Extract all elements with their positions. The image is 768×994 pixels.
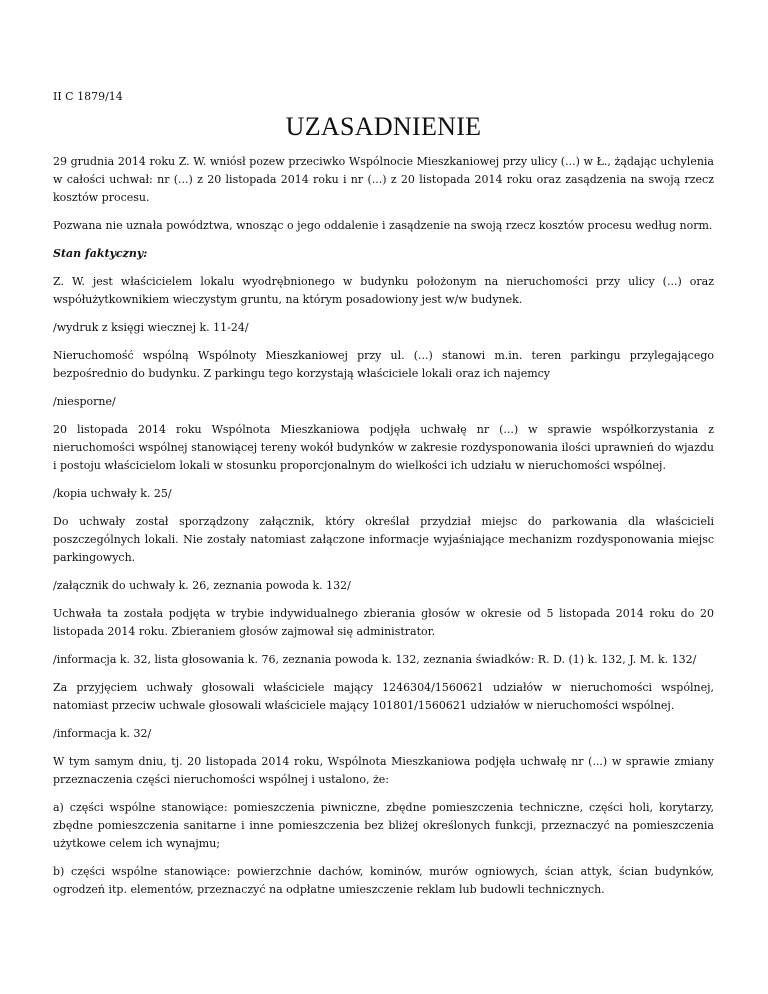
evidence-reference: /informacja k. 32/ — [53, 727, 152, 740]
paragraph-voting-mode: Uchwała ta została podjęta w trybie indywidualnego zbierania głosów w okresie od 5 listopada 2014 roku do 20 listopada 2014 roku. Zbieraniem głosów zajmował się administrator. — [53, 607, 714, 638]
evidence-reference: /informacja k. 32, lista głosowania k. 76, zeznania powoda k. 132, zeznania świadków: R. D. (1) k. 132, J. M. k. 132/ — [53, 653, 697, 666]
paragraph-defense: Pozwana nie uznała powództwa, wnosząc o jego oddalenie i zasądzenie na swoją rzecz kosztów procesu według norm. — [53, 219, 713, 232]
evidence-reference: /wydruk z księgi wiecznej k. 11-24/ — [53, 321, 249, 334]
paragraph-claim: 29 grudnia 2014 roku Z. W. wniósł pozew przeciwko Wspólnocie Mieszkaniowej przy ulicy (...) w Ł., żądając uchylenia w całości uchwał: nr (...) z 20 listopada 2014 roku i nr (...) z 20 listopada 2014 roku oraz zasądzenia na swoją rzecz kosztów procesu. — [53, 155, 714, 204]
document-page — [53, 90, 714, 909]
list-item-b: b) części wspólne stanowiące: powierzchnie dachów, kominów, murów ogniowych, ścian attyk, ścian budynków, ogrodzeń itp. elementów, przeznaczyć na odpłatne umieszczenie reklam lub budowli technicznych. — [53, 865, 714, 896]
paragraph-voting-result: Za przyjęciem uchwały głosowali właściciele mający 1246304/1560621 udziałów w nieruchomości wspólnej, natomiast przeciw uchwale głosowali właściciele mający 101801/1560621 udziałów w nieruchomości wspólnej. — [53, 681, 714, 712]
case-number: II C 1879/14 — [53, 90, 123, 103]
evidence-reference: /niesporne/ — [53, 395, 116, 408]
evidence-reference: /kopia uchwały k. 25/ — [53, 487, 172, 500]
paragraph-resolution-1: 20 listopada 2014 roku Wspólnota Mieszkaniowa podjęła uchwałę nr (...) w sprawie współkorzystania z nieruchomości wspólnej stanowiącej tereny wokół budynków w zakresie rozdysponowania ilości uprawnień do wjazdu i postoju właścicielom lokali w stosunku proporcjonalnym do wielkości ich udziału w nieruchomości wspólnej. — [53, 423, 714, 472]
paragraph-resolution-2: W tym samym dniu, tj. 20 listopada 2014 roku, Wspólnota Mieszkaniowa podjęła uchwałę nr (...) w sprawie zmiany przeznaczenia części nieruchomości wspólnej i ustalono, że: — [53, 755, 714, 786]
document-title: UZASADNIENIE — [285, 112, 482, 141]
section-heading-facts: Stan faktyczny: — [53, 247, 148, 260]
list-item-a: a) części wspólne stanowiące: pomieszczenia piwniczne, zbędne pomieszczenia techniczne, części holi, korytarzy, zbędne pomieszczenia sanitarne i inne pomieszczenia bez bliżej określonych funkcji, przeznaczyć na pomieszczenia użytkowe celem ich wynajmu; — [53, 801, 714, 850]
paragraph-attachment: Do uchwały został sporządzony załącznik, który określał przydział miejsc do parkowania dla właścicieli poszczególnych lokali. Nie zostały natomiast załączone informacje wyjaśniające mechanizm rozdysponowania miejsc parkingowych. — [53, 515, 714, 564]
paragraph-ownership: Z. W. jest właścicielem lokalu wyodrębnionego w budynku położonym na nieruchomości przy ulicy (...) oraz współużytkownikiem wieczystym gruntu, na którym posadowiony jest w/w budynek. — [53, 275, 714, 306]
evidence-reference: /załącznik do uchwały k. 26, zeznania powoda k. 132/ — [53, 579, 351, 592]
paragraph-parking: Nieruchomość wspólną Wspólnoty Mieszkaniowej przy ul. (...) stanowi m.in. teren parkingu przylegającego bezpośrednio do budynku. Z parkingu tego korzystają właściciele lokali oraz ich najemcy — [53, 349, 714, 380]
